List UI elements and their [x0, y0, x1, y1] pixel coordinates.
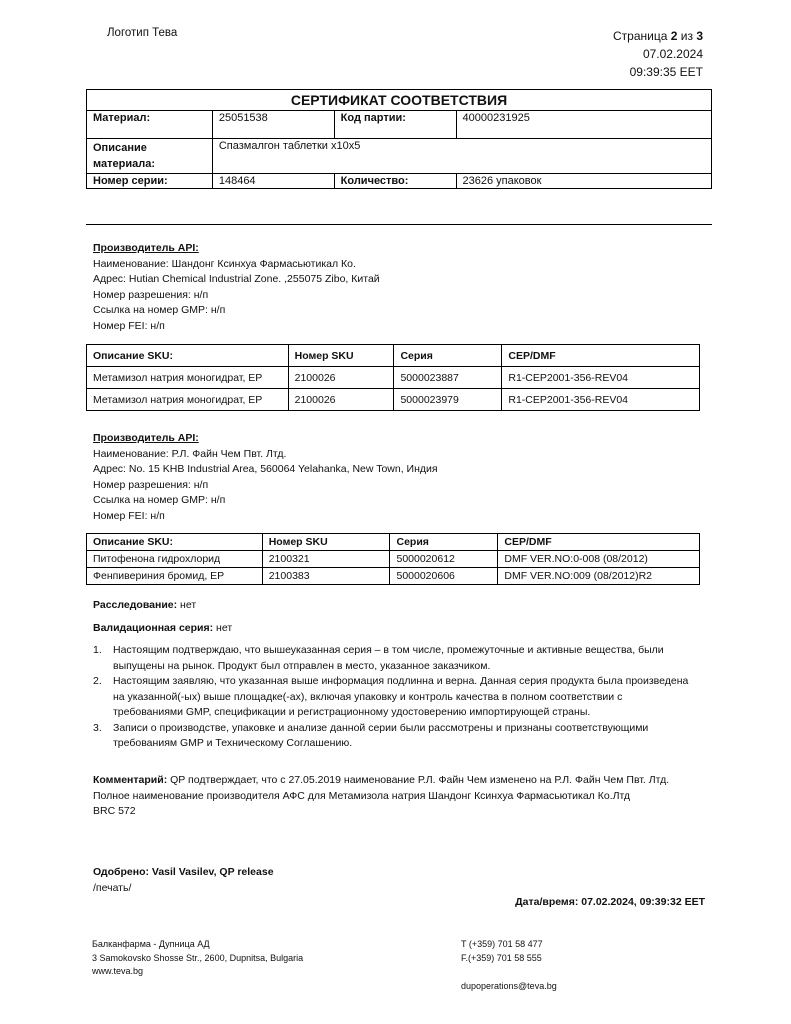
- comment-line2: Полное наименование производителя АФС для Метамизола натрия Шандонг Ксинхуа Фармасьютикал Ко.Лтд: [93, 789, 631, 802]
- api2-gmp: Ссылка на номер GMP: н/п: [93, 494, 226, 506]
- validation-line: [93, 621, 703, 637]
- api1-address: Адрес: Hutian Chemical Industrial Zone. ,255075 Zibo, Китай: [93, 273, 380, 285]
- api2-permit: Номер разрешения: н/п: [93, 478, 209, 491]
- footer-company-block: [92, 938, 303, 979]
- investigation-line: [93, 598, 703, 614]
- header-time: 09:39:35 EET: [629, 65, 703, 79]
- cell-sku: 2100383: [262, 568, 390, 585]
- footer-address: 3 Samokovsko Shosse Str., 2600, Dupnitsa, Bulgaria: [92, 952, 304, 963]
- item-text: Настоящим подтверждаю, что вышеуказанная серия – в том числе, промежуточные и активные вещества, были выпущены на рынок. Продукт был отправлен в место, указанное заказчиком.: [113, 644, 664, 672]
- cell-sku: 2100321: [262, 551, 390, 568]
- description-label: Описание материала:: [87, 139, 213, 174]
- header-date: 07.02.2024: [642, 47, 703, 61]
- api2-col-sku: Номер SKU: [262, 534, 390, 551]
- api2-address: Адрес: No. 15 KHB Industrial Area, 560064 Yelahanka, New Town, Индия: [93, 463, 438, 475]
- validation-label: Валидационная серия:: [93, 622, 214, 634]
- cell-series: 5000020606: [390, 568, 498, 585]
- footer-company: Балканфарма - Дупница АД: [92, 939, 210, 949]
- table-row: [87, 551, 700, 568]
- api1-title: Производитель API:: [93, 242, 199, 254]
- certificate-title: СЕРТИФИКАТ СООТВЕТСТВИЯ: [87, 90, 712, 111]
- divider: [86, 224, 712, 225]
- table-row: [87, 367, 700, 389]
- api2-sku-table: [86, 533, 700, 585]
- table-row: [87, 568, 700, 585]
- seal: /печать/: [93, 881, 132, 894]
- batch-label: Код партии:: [334, 111, 456, 139]
- api2-title: Производитель API:: [93, 432, 199, 444]
- approval-label: Одобрено:: [93, 866, 149, 878]
- investigation-value: нет: [180, 599, 197, 611]
- api1-permit: Номер разрешения: н/п: [93, 288, 209, 301]
- cell-sku: 2100026: [288, 367, 394, 389]
- cell-series: 5000023887: [394, 367, 502, 389]
- cell-desc: Фенпивериния бромид, EP: [87, 568, 263, 585]
- api2-name: Наименование: Р.Л. Файн Чем Пвт. Лтд.: [93, 447, 287, 460]
- list-item: [93, 674, 689, 721]
- logo-placeholder: Логотип Тева: [107, 27, 178, 39]
- api2-col-desc: Описание SKU:: [87, 534, 263, 551]
- cell-series: 5000023979: [394, 389, 502, 411]
- page-prefix: Страница: [612, 29, 668, 43]
- certificate-table: [86, 89, 712, 189]
- cell-desc: Питофенона гидрохлорид: [87, 551, 263, 568]
- api-manufacturer-2: [93, 431, 438, 524]
- api2-col-cep: CEP/DMF: [498, 534, 700, 551]
- quantity-value: 23626 упаковок: [456, 174, 711, 189]
- series-label: Номер серии:: [87, 174, 213, 189]
- page-header-info: [613, 27, 703, 81]
- api2-col-series: Серия: [390, 534, 498, 551]
- api1-col-series: Серия: [394, 345, 502, 367]
- page-total: 3: [696, 29, 703, 43]
- item-number: 1.: [93, 644, 102, 656]
- footer-phone: T (+359) 701 58 477: [461, 939, 543, 949]
- material-label: Материал:: [87, 111, 213, 139]
- api1-fei: Номер FEI: н/п: [93, 319, 165, 332]
- page-number: [613, 27, 703, 45]
- page-current: 2: [670, 29, 678, 43]
- batch-value: 40000231925: [456, 111, 711, 139]
- comment-text: QP подтверждает, что с 27.05.2019 наименование Р.Л. Файн Чем изменено на Р.Л. Файн Чем Пвт. Лтд.: [170, 774, 670, 786]
- footer-email: dupoperations@teva.bg: [461, 981, 557, 991]
- quantity-label: Количество:: [334, 174, 456, 189]
- approval: [93, 865, 703, 896]
- material-value: 25051538: [212, 111, 334, 139]
- api1-col-sku: Номер SKU: [288, 345, 394, 367]
- item-number: 2.: [93, 675, 102, 687]
- comments: [93, 773, 701, 820]
- cell-sku: 2100026: [288, 389, 394, 411]
- approval-value: Vasil Vasilev, QP release: [151, 866, 274, 878]
- cell-cep: DMF VER.NO:009 (08/2012)R2: [498, 568, 700, 585]
- footer-web: www.teva.bg: [92, 966, 144, 976]
- item-text: Записи о производстве, упаковке и анализе данной серии были рассмотрены и признаны соответствующими требованиям GMP и Техническому Соглашению.: [113, 721, 649, 749]
- comment-line3: BRC 572: [93, 805, 136, 817]
- cell-cep: R1-CEP2001-356-REV04: [502, 367, 700, 389]
- comment-label: Комментарий:: [93, 774, 168, 786]
- investigation-label: Расследование:: [93, 599, 178, 611]
- api2-fei: Номер FEI: н/п: [93, 509, 165, 522]
- api-manufacturer-1: [93, 241, 380, 334]
- page-sep: из: [680, 29, 693, 43]
- cell-cep: DMF VER.NO:0-008 (08/2012): [498, 551, 700, 568]
- list-item: [93, 721, 689, 752]
- footer-contact-block: [461, 938, 543, 965]
- api1-col-desc: Описание SKU:: [87, 345, 289, 367]
- cell-series: 5000020612: [390, 551, 498, 568]
- list-item: [93, 643, 689, 674]
- footer-fax: F.(+359) 701 58 555: [461, 952, 542, 963]
- item-number: 3.: [93, 721, 102, 734]
- api1-sku-table: [86, 344, 700, 411]
- cell-desc: Метамизол натрия моногидрат, EP: [87, 389, 289, 411]
- statements: [93, 643, 689, 752]
- api1-name: Наименование: Шандонг Ксинхуа Фармасьютикал Ко.: [93, 257, 356, 270]
- approval-line: [93, 865, 703, 881]
- api1-gmp: Ссылка на номер GMP: н/п: [93, 304, 226, 316]
- validation-value: нет: [216, 622, 233, 634]
- cell-desc: Метамизол натрия моногидрат, EP: [87, 367, 289, 389]
- item-text: Настоящим заявляю, что указанная выше информация подлинна и верна. Данная серия продукта была произведена на указанной(-ых) выше площадке(-ах), включая упаковку и контроль качества в полном соответствии с требованиями GMP, спецификации и регистрационному удостоверению импортирующей страны.: [113, 675, 689, 718]
- cell-cep: R1-CEP2001-356-REV04: [502, 389, 700, 411]
- api1-col-cep: CEP/DMF: [502, 345, 700, 367]
- table-row: [87, 389, 700, 411]
- approval-datetime: Дата/время: 07.02.2024, 09:39:32 EET: [515, 896, 705, 908]
- comment-main: [93, 773, 701, 789]
- series-value: 148464: [212, 174, 334, 189]
- description-value: Спазмалгон таблетки x10x5: [212, 139, 711, 174]
